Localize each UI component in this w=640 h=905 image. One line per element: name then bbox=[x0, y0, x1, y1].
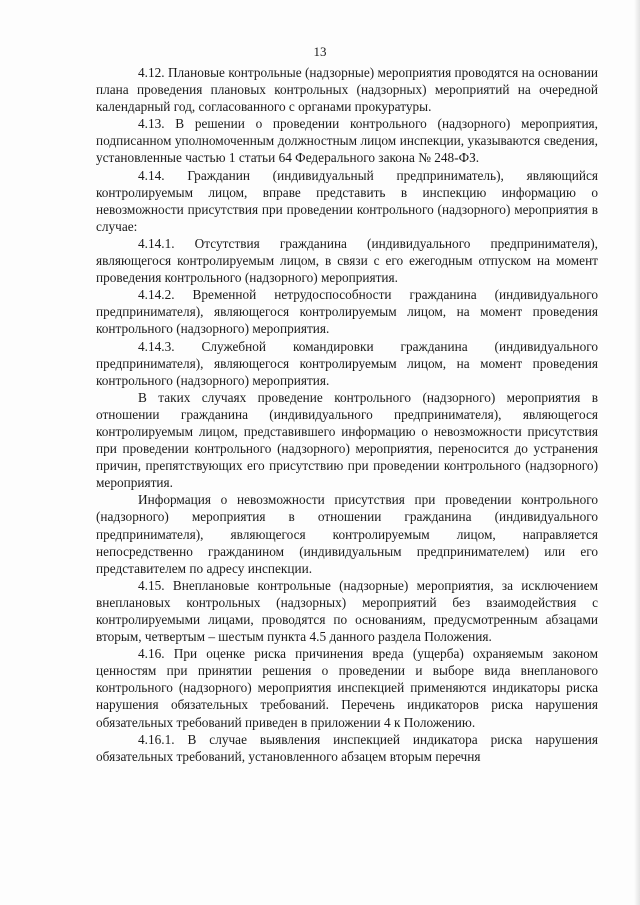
page-number: 13 bbox=[313, 44, 327, 59]
paragraph-4-14-1: 4.14.1. Отсутствия гражданина (индивидуального предпринимателя), являющегося контролируемым лицом, в связи с его ежегодным отпуском на момент проведения контрольного (надзорного) мероприятия. bbox=[96, 235, 598, 286]
paragraph-4-15: 4.15. Внеплановые контрольные (надзорные) мероприятия, за исключением внеплановых контрольных (надзорных) мероприятий без взаимодействия с контролируемыми лицами, проводятся по основаниям, предусмотренным абзацами вторым, четвертым – шестым пункта 4.5 данного раздела Положения. bbox=[96, 577, 598, 645]
paragraph-postponement: В таких случаях проведение контрольного (надзорного) мероприятия в отношении гражданина (индивидуального предпринимателя), являющегося контролируемым лицом, представившего информацию о невозможности присутствия при проведении контрольного (надзорного) мероприятия, переносится до устранения причин, препятствующих его присутствию при проведении контрольного (надзорного) мероприятия. bbox=[96, 389, 598, 491]
page-edge-shadow bbox=[634, 0, 640, 905]
paragraph-4-14-3: 4.14.3. Служебной командировки гражданина (индивидуального предпринимателя), являющегося контролируемым лицом, на момент проведения контрольного (надзорного) мероприятия. bbox=[96, 338, 598, 388]
paragraph-4-14: 4.14. Гражданин (индивидуальный предприниматель), являющийся контролируемым лицом, вправе представить в инспекцию информацию о невозможности присутствия при проведении контрольного (надзорного) мероприятия в случае: bbox=[96, 167, 598, 234]
document-body bbox=[96, 64, 598, 765]
paragraph-4-16: 4.16. При оценке риска причинения вреда (ущерба) охраняемым законом ценностям при принятии решения о проведении и выборе вида внепланового контрольного (надзорного) мероприятия инспекцией применяются индикаторы риска нарушения обязательных требований. Перечень индикаторов риска нарушения обязательных требований приведен в приложении 4 к Положению. bbox=[96, 646, 598, 730]
paragraph-4-12: 4.12. Плановые контрольные (надзорные) мероприятия проводятся на основании плана проведения плановых контрольных (надзорных) мероприятий на очередной календарный год, согласованного с органами прокуратуры. bbox=[96, 65, 598, 115]
paragraph-4-14-2: 4.14.2. Временной нетрудоспособности гражданина (индивидуального предпринимателя), являющегося контролируемым лицом, на момент проведения контрольного (надзорного) мероприятия. bbox=[96, 287, 598, 337]
paragraph-4-16-1: 4.16.1. В случае выявления инспекцией индикатора риска нарушения обязательных требований, установленного абзацем вторым перечня bbox=[96, 731, 598, 764]
paragraph-4-13: 4.13. В решении о проведении контрольного (надзорного) мероприятия, подписанном уполномоченным должностным лицом инспекции, указываются сведения, установленные частью 1 статьи 64 Федерального закона № 248-ФЗ. bbox=[96, 116, 598, 166]
paragraph-notification: Информация о невозможности присутствия при проведении контрольного (надзорного) мероприятия в отношении гражданина (индивидуального предпринимателя), являющегося контролируемым лицом, направляется непосредственно гражданином (индивидуальным предпринимателем) или его представителем по адресу инспекции. bbox=[96, 492, 598, 576]
